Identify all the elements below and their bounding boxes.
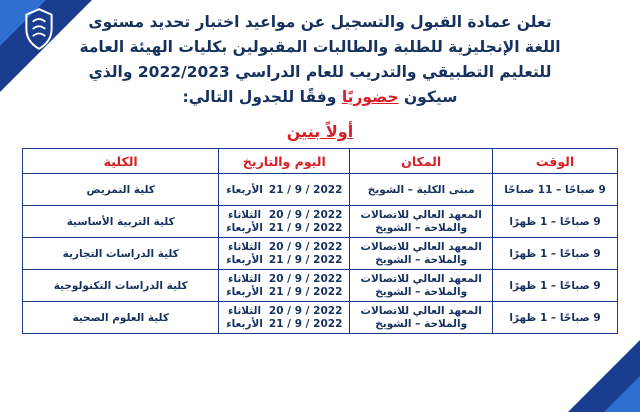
table-row [23, 238, 618, 270]
cell-faculty: كلية الدراسات التكنولوجية [23, 270, 219, 302]
column-header-time: الوقت [493, 149, 618, 174]
table-row [23, 174, 618, 206]
table-header-row [23, 149, 618, 174]
day-lines: الأربعاء [226, 183, 263, 196]
cell-faculty: كلية العلوم الصحية [23, 302, 219, 334]
column-header-date: اليوم والتاريخ [219, 149, 350, 174]
cell-faculty: كلية التمريض [23, 174, 219, 206]
corner-decoration-bottom-right-inner [604, 376, 640, 412]
column-header-faculty: الكلية [23, 149, 219, 174]
day-lines: الثلاثاء الأربعاء [226, 209, 263, 234]
cell-time: 9 صباحًا – 1 ظهرًا [493, 238, 618, 270]
cell-faculty: كلية التربية الأساسية [23, 206, 219, 238]
cell-day-and-date [219, 270, 350, 302]
section-title-boys: أولاً بنين [286, 122, 354, 142]
date-lines: 2022 / 9 / 20 2022 / 9 / 21 [268, 241, 343, 266]
table-row [23, 206, 618, 238]
cell-time: 9 صباحًا – 11 صباحًا [493, 174, 618, 206]
table-row [23, 270, 618, 302]
header-line-2: اللغة الإنجليزية للطلبة والطالبات المقبولين بكليات الهيئة العامة [79, 38, 561, 57]
highlight-word-attendance: حضوريًا [341, 88, 399, 107]
date-lines: 2022 / 9 / 20 2022 / 9 / 21 [268, 273, 343, 298]
cell-place: المعهد العالي للاتصالات والملاحة – الشويخ [350, 302, 493, 334]
cell-place: المعهد العالي للاتصالات والملاحة – الشويخ [350, 238, 493, 270]
day-lines: الثلاثاء الأربعاء [226, 241, 263, 266]
date-lines: 2022 / 9 / 21 [268, 183, 343, 196]
header-line-1: تعلن عمادة القبول والتسجيل عن مواعيد اختبار تحديد مستوى [88, 13, 552, 31]
cell-day-and-date [219, 206, 350, 238]
schedule-table [22, 148, 618, 334]
cell-time: 9 صباحًا – 1 ظهرًا [493, 270, 618, 302]
cell-time: 9 صباحًا – 1 ظهرًا [493, 302, 618, 334]
date-lines: 2022 / 9 / 20 2022 / 9 / 21 [268, 209, 343, 234]
cell-day-and-date [219, 238, 350, 270]
cell-day-and-date [219, 174, 350, 206]
header-line-4-prefix: سيكون [398, 88, 458, 107]
day-lines: الثلاثاء الأربعاء [226, 273, 263, 298]
header-line-4 [16, 85, 624, 110]
cell-place: مبنى الكلية – الشويخ [350, 174, 493, 206]
date-lines: 2022 / 9 / 20 2022 / 9 / 21 [268, 305, 343, 330]
day-lines: الثلاثاء الأربعاء [226, 305, 263, 330]
header-line-3: للتعليم التطبيقي والتدريب للعام الدراسي 2022/2023 والذي [88, 63, 552, 82]
announcement-header [0, 0, 640, 110]
schedule-table-wrapper [0, 148, 640, 334]
table-row [23, 302, 618, 334]
table-body [23, 174, 618, 334]
column-header-place: المكان [350, 149, 493, 174]
cell-day-and-date [219, 302, 350, 334]
cell-time: 9 صباحًا – 1 ظهرًا [493, 206, 618, 238]
cell-faculty: كلية الدراسات التجارية [23, 238, 219, 270]
cell-place: المعهد العالي للاتصالات والملاحة – الشويخ [350, 270, 493, 302]
cell-place: المعهد العالي للاتصالات والملاحة – الشويخ [350, 206, 493, 238]
header-line-4-tail: وفقًا للجدول التالي: [182, 88, 342, 107]
